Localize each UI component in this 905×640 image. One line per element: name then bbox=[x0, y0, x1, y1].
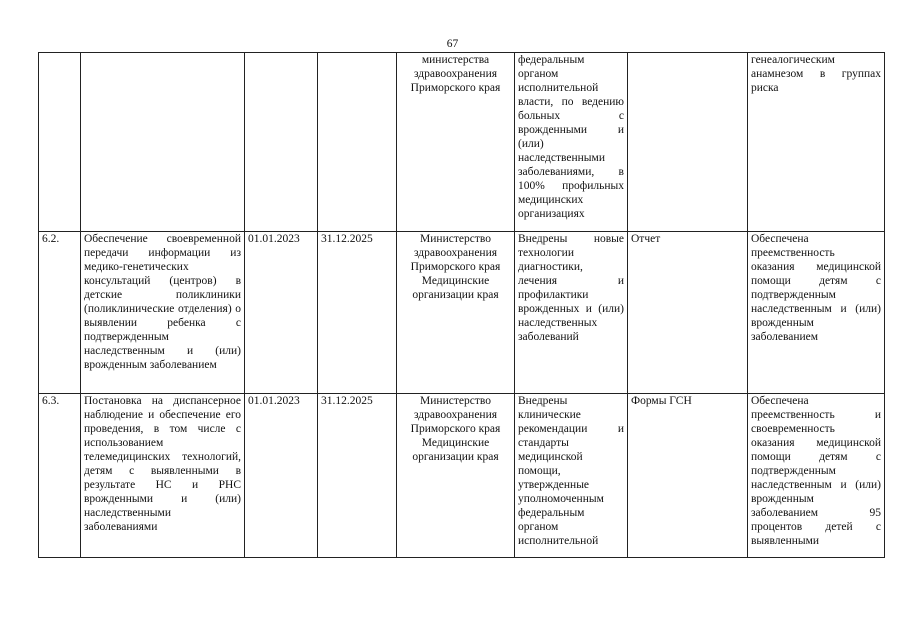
task-description bbox=[81, 53, 245, 232]
start-date: 01.01.2023 bbox=[245, 232, 318, 394]
item-number bbox=[39, 53, 81, 232]
expected-result: Внедрены клинические рекомендации и стандарты медицинской помощи, утвержденные уполномоченным федеральным органом исполнительной bbox=[515, 394, 628, 558]
end-date bbox=[318, 53, 397, 232]
start-date bbox=[245, 53, 318, 232]
task-description: Постановка на диспансерное наблюдение и обеспечение его проведения, в том числе с использованием телемедицинских технологий, детям с выявленными в результате НС и РНС врожденными и (или) наследственными заболеваниями bbox=[81, 394, 245, 558]
report-form: Формы ГСН bbox=[628, 394, 748, 558]
page-number: 67 bbox=[446, 38, 459, 50]
responsible-executor: Министерство здравоохранения Приморского края Медицинские организации края bbox=[397, 394, 515, 558]
start-date: 01.01.2023 bbox=[245, 394, 318, 558]
end-date: 31.12.2025 bbox=[318, 394, 397, 558]
expected-effect: генеалогическим анамнезом в группах риска bbox=[748, 53, 885, 232]
table-row bbox=[39, 394, 885, 558]
responsible-executor: министерства здравоохранения Приморского края bbox=[397, 53, 515, 232]
expected-effect: Обеспечена преемственность оказания медицинской помощи детям с подтвержденным наследственным и (или) врожденным заболеванием bbox=[748, 232, 885, 394]
table-row bbox=[39, 232, 885, 394]
expected-result: Внедрены новые технологии диагностики, лечения и профилактики врожденных и (или) наследственных заболеваний bbox=[515, 232, 628, 394]
item-number: 6.2. bbox=[39, 232, 81, 394]
responsible-executor: Министерство здравоохранения Приморского края Медицинские организации края bbox=[397, 232, 515, 394]
measures-table bbox=[38, 52, 885, 558]
expected-effect: Обеспечена преемственность и своевременность оказания медицинской помощи детям с подтвержденным наследственным и (или) врожденным заболеванием 95 процентов детей с выявленными bbox=[748, 394, 885, 558]
task-description: Обеспечение своевременной передачи информации из медико-генетических консультаций (центров) в детские поликлиники (поликлинические отделения) о выявлении ребенка с подтвержденным наследственным и (или) врожденным заболеванием bbox=[81, 232, 245, 394]
report-form bbox=[628, 53, 748, 232]
table-row bbox=[39, 53, 885, 232]
end-date: 31.12.2025 bbox=[318, 232, 397, 394]
expected-result: федеральным органом исполнительной власти, по ведению больных с врожденными и (или) наследственными заболеваниями, в 100% профильных медицинских организациях bbox=[515, 53, 628, 232]
report-form: Отчет bbox=[628, 232, 748, 394]
item-number: 6.3. bbox=[39, 394, 81, 558]
